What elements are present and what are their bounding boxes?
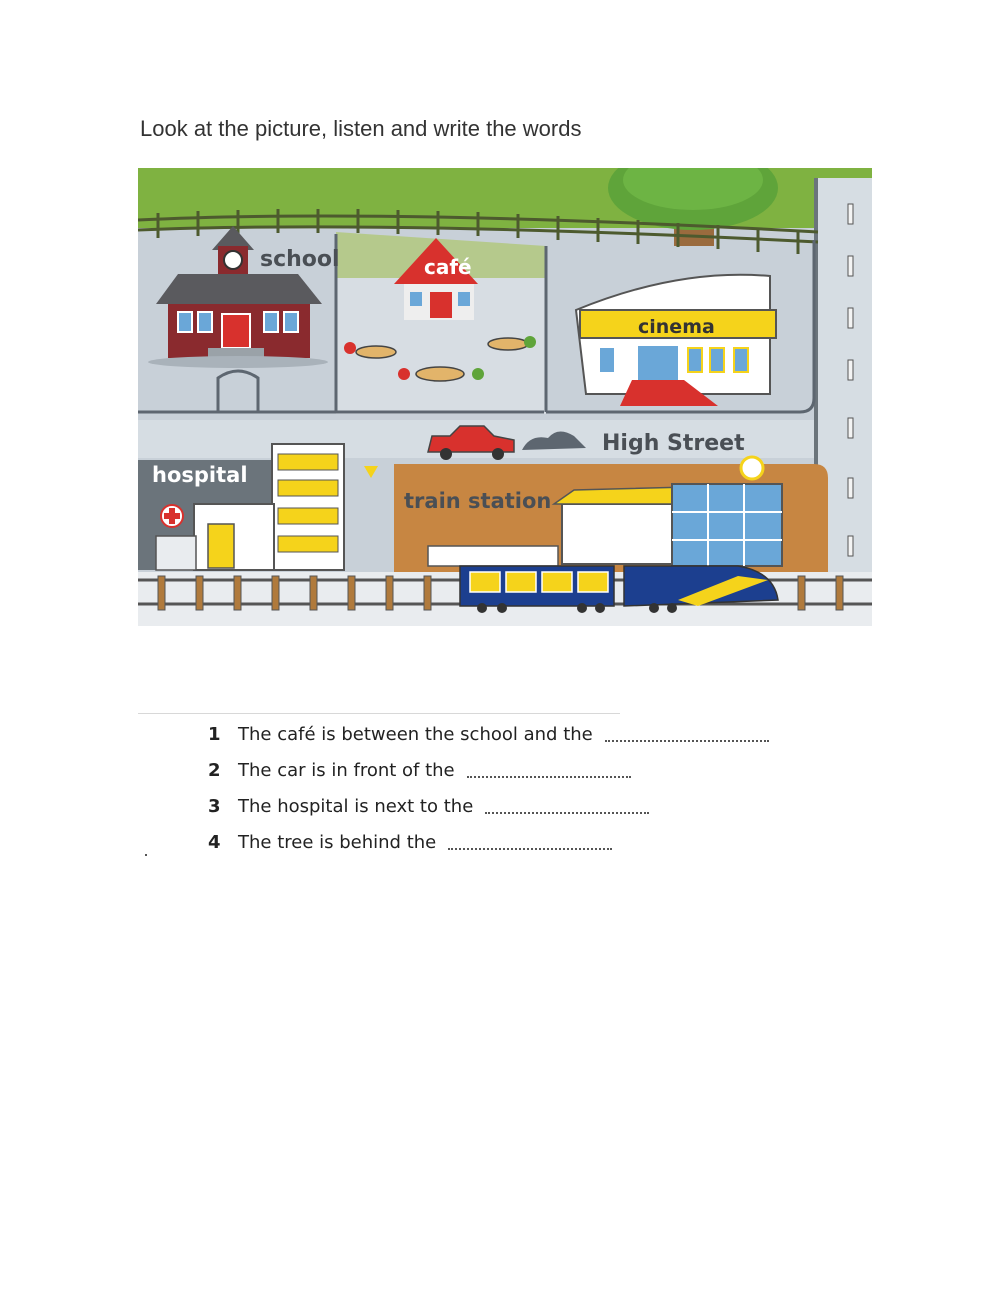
answer-blank[interactable]	[605, 726, 769, 742]
question-text: The hospital is next to the	[238, 795, 474, 817]
question-number: 1	[208, 723, 221, 745]
question-item	[208, 788, 769, 824]
question-text: The café is between the school and the	[238, 723, 593, 745]
answer-blank[interactable]	[467, 762, 631, 778]
instruction-text: Look at the picture, listen and write the words	[140, 116, 582, 141]
label-cafe: café	[424, 255, 472, 279]
question-text: The car is in front of the	[238, 759, 455, 781]
question-item	[208, 716, 769, 752]
answer-blank[interactable]	[448, 834, 612, 850]
question-number: 2	[208, 759, 221, 781]
town-picture	[138, 168, 872, 626]
label-cinema: cinema	[638, 316, 715, 338]
section-divider	[138, 713, 620, 714]
label-school: school	[260, 247, 340, 272]
stray-mark	[145, 854, 147, 856]
answer-blank[interactable]	[485, 798, 649, 814]
question-number: 3	[208, 795, 221, 817]
question-number: 4	[208, 831, 221, 853]
label-high-street: High Street	[602, 431, 745, 456]
question-text: The tree is behind the	[238, 831, 437, 853]
question-item	[208, 752, 769, 788]
question-item	[208, 824, 769, 860]
label-train-station: train station	[404, 489, 552, 513]
label-hospital: hospital	[152, 463, 248, 487]
question-list	[208, 716, 769, 860]
